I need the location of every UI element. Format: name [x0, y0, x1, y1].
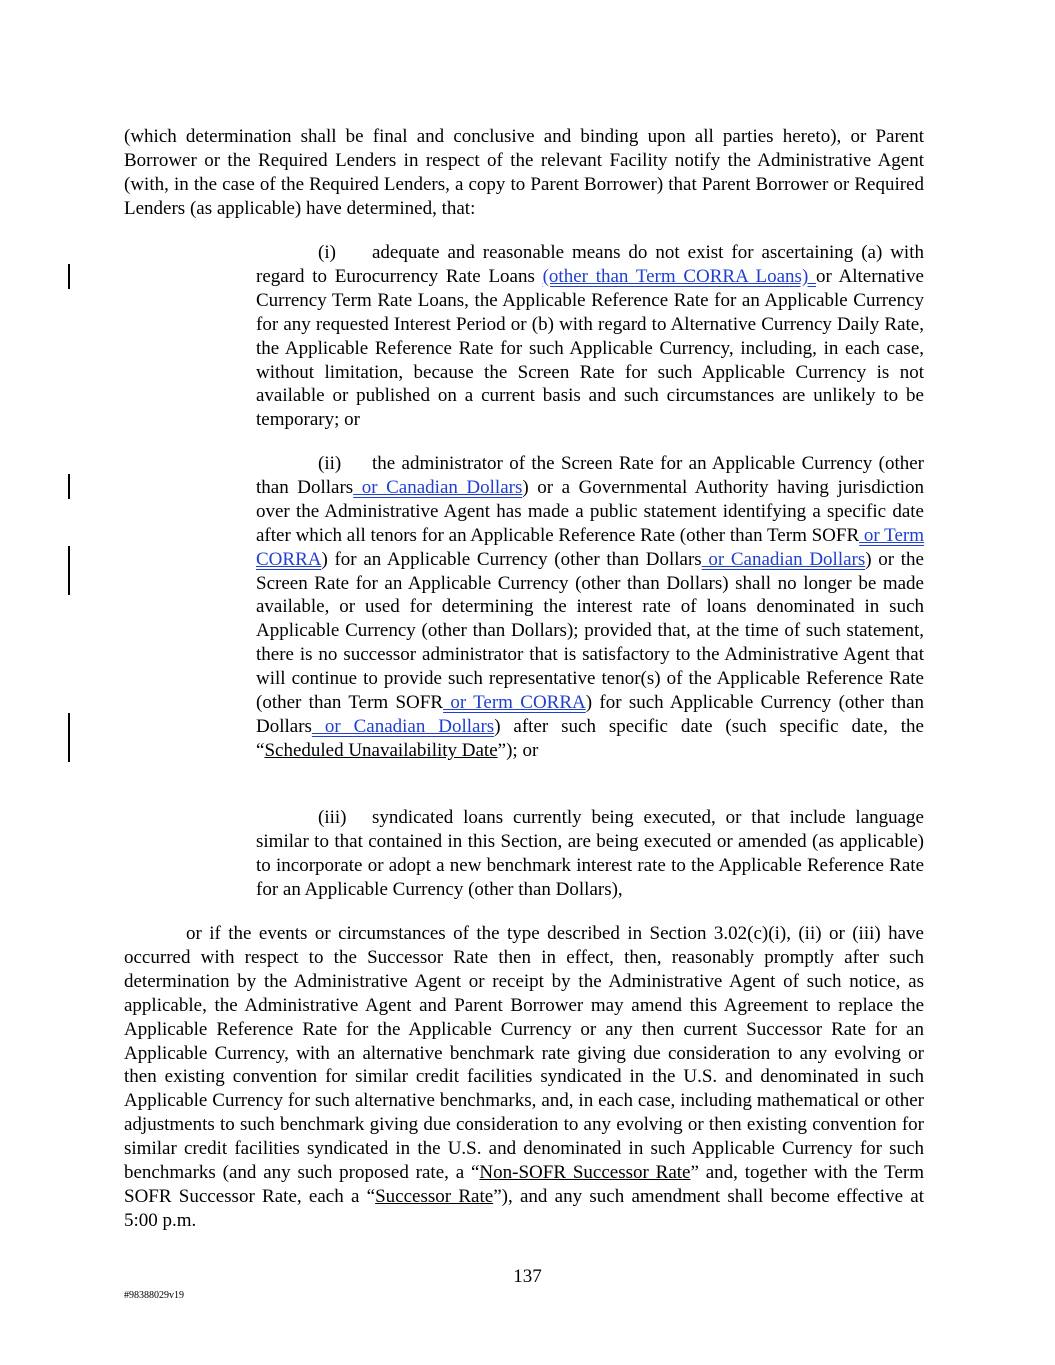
inserted-text: or Term CORRA	[256, 524, 924, 570]
clause-number: (iii)	[318, 807, 347, 828]
inserted-text: or Canadian Dollars	[311, 715, 495, 737]
change-bar	[68, 546, 70, 595]
clause-text: the administrator of the Screen Rate for an Applicable Currency (other than Dollars	[256, 453, 924, 498]
clause-number: (i)	[318, 242, 336, 263]
clause-i	[256, 241, 924, 432]
clause-text: syndicated loans currently being executed, or that include language similar to that contained in this Section, are being executed or amended (as applicable) to incorporate or adopt a new benchmark interest rate to the Applicable Reference Rate for an Applicable Currency (other than Dollars),	[256, 807, 924, 900]
clause-text: ) after such specific date (such specific date, the “	[256, 715, 924, 761]
defined-term: Scheduled Unavailability Date	[264, 739, 498, 761]
defined-term: Non-SOFR Successor Rate	[479, 1162, 691, 1184]
change-bar	[68, 474, 70, 499]
clause-text: ) or a Governmental Authority having jurisdiction over the Administrative Agent has made a public statement identifying a specific date after which all tenors for an Applicable Reference Rate (other than Term SOFR	[256, 476, 924, 546]
inserted-text: (other than Term CORRA Loans)	[542, 265, 817, 287]
inserted-text: or Canadian Dollars	[353, 476, 523, 498]
defined-term: Successor Rate	[375, 1185, 494, 1207]
change-bar	[68, 264, 70, 289]
change-bar	[68, 713, 70, 762]
clause-text: ”); or	[497, 739, 539, 761]
clause-text: ) for such Applicable Currency (other than Dollars	[256, 692, 924, 737]
clause-text: ) for an Applicable Currency (other than Dollars	[321, 548, 702, 570]
document-id: #98388029v19	[124, 1290, 184, 1301]
clause-iii	[256, 806, 924, 902]
clause-text: ) or the Screen Rate for an Applicable Currency (other than Dollars) shall no longer be made available, or used for determining the interest rate of loans denominated in such Applicable Currency (other than Dollars); provided that, at the time of such statement, there is no successor administrator that is satisfactory to the Administrative Agent that will continue to provide such representative tenor(s) of the Applicable Reference Rate (other than Term SOFR	[256, 548, 924, 714]
clause-ii	[256, 452, 924, 763]
paragraph-text: ” and, together with the Term SOFR Successor Rate, each a “	[124, 1162, 924, 1207]
paragraph-text: or if the events or circumstances of the type described in Section 3.02(c)(i), (ii) or (iii) have occurred with respect to the Successor Rate then in effect, then, reasonably promptly after such determination by the Administrative Agent or receipt by the Administrative Agent of such notice, as applicable, the Administrative Agent and Parent Borrower may amend this Agreement to replace the Applicable Reference Rate for the Applicable Currency or any then current Successor Rate for an Applicable Currency, with an alternative benchmark rate giving due consideration to any evolving or then existing convention for similar credit facilities syndicated in the U.S. and denominated in such Applicable Currency for such alternative benchmarks, and, in each case, including mathematical or other adjustments to such benchmark giving due consideration to any evolving or then existing convention for similar credit facilities syndicated in the U.S. and denominated in such Applicable Currency for such benchmarks (and any such proposed rate, a “	[124, 923, 924, 1184]
inserted-text: or Canadian Dollars	[701, 548, 866, 570]
clause-text: adequate and reasonable means do not exist for ascertaining (a) with regard to Eurocurrency Rate Loans	[256, 242, 924, 287]
clause-text: or Alternative Currency Term Rate Loans, the Applicable Reference Rate for an Applicable Currency for any requested Interest Period or (b) with regard to Alternative Currency Daily Rate, the Applicable Reference Rate for such Applicable Currency, including, in each case, without limitation, because the Screen Rate for such Applicable Currency is not available or published on a current basis and such circumstances are unlikely to be temporary; or	[256, 265, 924, 431]
concluding-paragraph	[124, 922, 924, 1233]
page-number: 137	[513, 1266, 542, 1287]
intro-paragraph: (which determination shall be final and conclusive and binding upon all parties hereto), or Parent Borrower or the Required Lenders in respect of the relevant Facility notify the Administrative Agent (with, in the case of the Required Lenders, a copy to Parent Borrower) that Parent Borrower or Required Lenders (as applicable) have determined, that:	[124, 126, 924, 219]
clause-number: (ii)	[318, 453, 342, 474]
inserted-text: or Term CORRA	[443, 692, 586, 714]
paragraph-text: ”), and any such amendment shall become effective at 5:00 p.m.	[124, 1185, 924, 1231]
